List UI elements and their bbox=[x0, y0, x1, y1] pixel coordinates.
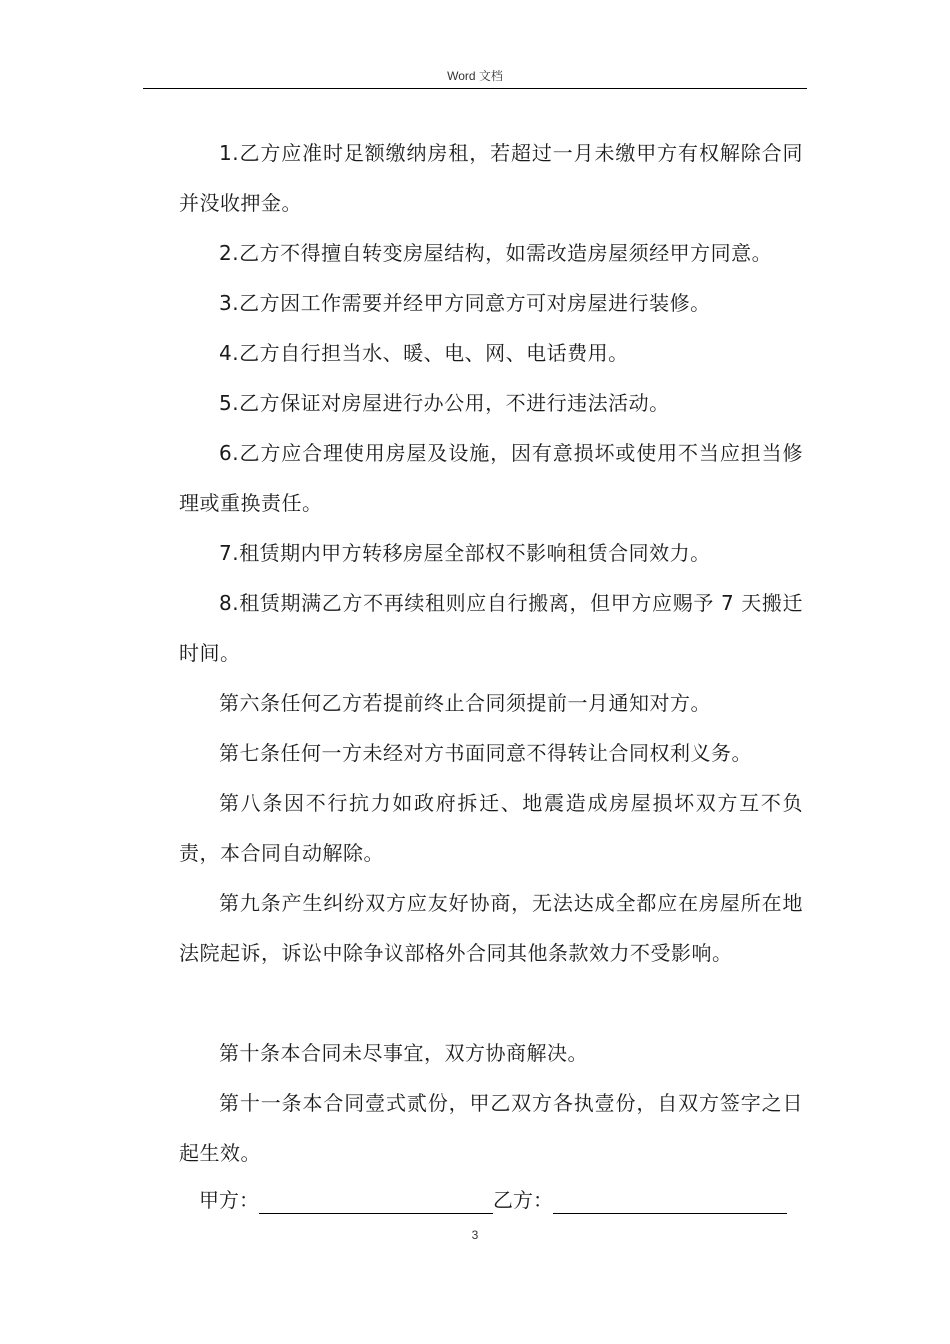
article-6: 第六条任何乙方若提前终止合同须提前一月通知对方。 bbox=[219, 691, 711, 715]
party-b-signature-line bbox=[553, 1181, 787, 1214]
clause-item-4: 4.乙方自行担当水、暖、电、网、电话费用。 bbox=[219, 341, 629, 365]
party-a-label: 甲方： bbox=[199, 1188, 259, 1212]
article-8: 第八条因不行抗力如政府拆迁、地震造成房屋损坏双方互不负责，本合同自动解除。 bbox=[179, 791, 803, 865]
article-11: 第十一条本合同壹式贰份，甲乙双方各执壹份，自双方签字之日起生效。 bbox=[179, 1091, 803, 1165]
clause-item-2: 2.乙方不得擅自转变房屋结构，如需改造房屋须经甲方同意。 bbox=[219, 241, 773, 265]
clause-item-5: 5.乙方保证对房屋进行办公用，不进行违法活动。 bbox=[219, 391, 670, 415]
page-header: Word 文档 bbox=[447, 69, 503, 83]
party-b-label: 乙方： bbox=[493, 1188, 553, 1212]
clause-item-6: 6.乙方应合理使用房屋及设施，因有意损坏或使用不当应担当修理或重换责任。 bbox=[179, 441, 803, 515]
clause-item-1: 1.乙方应准时足额缴纳房租，若超过一月未缴甲方有权解除合同并没收押金。 bbox=[179, 141, 803, 215]
document-body bbox=[179, 128, 803, 1178]
page-number: 3 bbox=[471, 1228, 479, 1242]
article-9: 第九条产生纠纷双方应友好协商，无法达成全都应在房屋所在地法院起诉，诉讼中除争议部格外合同其他条款效力不受影响。 bbox=[179, 891, 803, 965]
article-10: 第十条本合同未尽事宜，双方协商解决。 bbox=[219, 1041, 588, 1065]
clause-item-7: 7.租赁期内甲方转移房屋全部权不影响租赁合同效力。 bbox=[219, 541, 711, 565]
paragraph-spacer bbox=[179, 978, 803, 1028]
article-7: 第七条任何一方未经对方书面同意不得转让合同权利义务。 bbox=[219, 741, 752, 765]
signature-row bbox=[199, 1175, 809, 1225]
header-divider bbox=[143, 88, 807, 89]
party-a-signature-line bbox=[259, 1181, 493, 1214]
clause-item-3: 3.乙方因工作需要并经甲方同意方可对房屋进行装修。 bbox=[219, 291, 711, 315]
clause-item-8: 8.租赁期满乙方不再续租则应自行搬离，但甲方应赐予 7 天搬迁时间。 bbox=[179, 591, 803, 665]
